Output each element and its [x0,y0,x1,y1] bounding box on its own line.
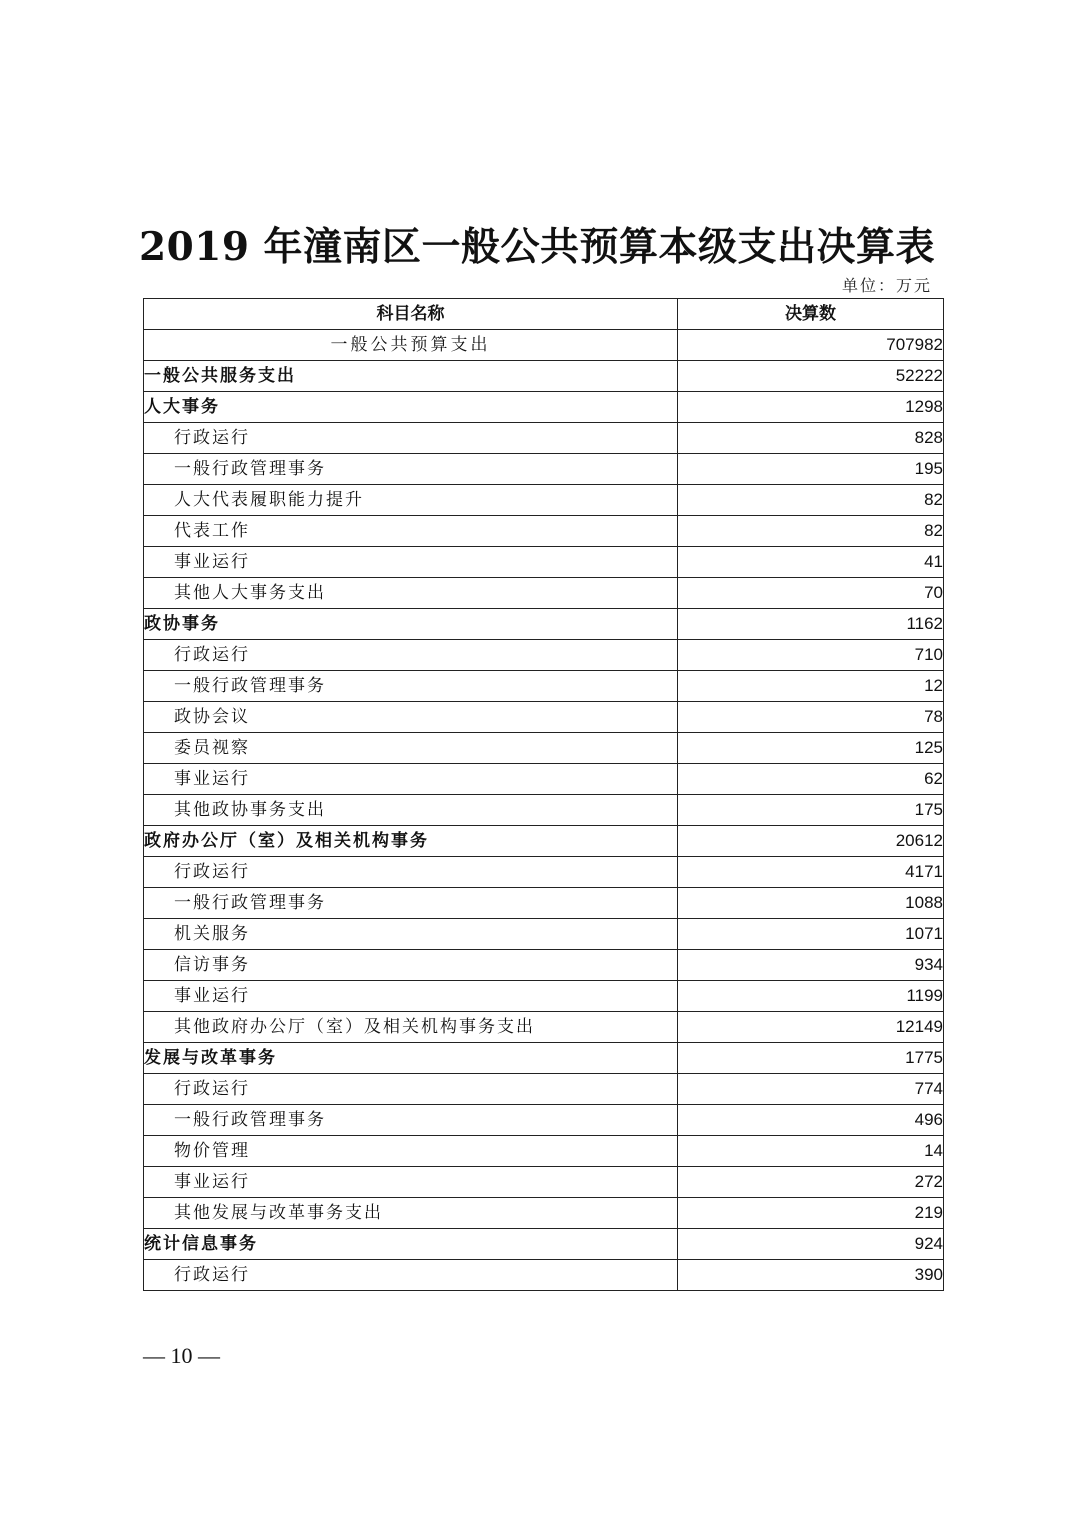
table-row [144,733,944,764]
table-row [144,1012,944,1043]
row-value: 70 [678,578,944,609]
row-value: 62 [678,764,944,795]
row-value: 41 [678,547,944,578]
row-name: 发展与改革事务 [144,1043,678,1074]
row-name: 政协事务 [144,609,678,640]
table-row [144,919,944,950]
row-value: 82 [678,485,944,516]
row-name: 政府办公厅（室）及相关机构事务 [144,826,678,857]
page-number: — 10 — [143,1343,220,1368]
row-value: 82 [678,516,944,547]
table-row [144,826,944,857]
table-row [144,1136,944,1167]
column-header-value: 决算数 [678,299,944,330]
row-name: 政协会议 [144,702,678,733]
row-value: 12149 [678,1012,944,1043]
row-name: 一般行政管理事务 [144,888,678,919]
row-name: 人大代表履职能力提升 [144,485,678,516]
row-value: 710 [678,640,944,671]
row-name: 其他人大事务支出 [144,578,678,609]
row-value: 1162 [678,609,944,640]
table-row [144,950,944,981]
row-name: 行政运行 [144,1074,678,1105]
table-row [144,516,944,547]
table-row [144,1167,944,1198]
table-row [144,795,944,826]
row-value: 4171 [678,857,944,888]
row-name: 委员视察 [144,733,678,764]
table-row [144,640,944,671]
table-row [144,1043,944,1074]
row-name: 事业运行 [144,547,678,578]
row-value: 496 [678,1105,944,1136]
row-name: 信访事务 [144,950,678,981]
row-name: 其他政府办公厅（室）及相关机构事务支出 [144,1012,678,1043]
row-name: 行政运行 [144,1260,678,1291]
row-value: 1071 [678,919,944,950]
row-value: 828 [678,423,944,454]
row-value: 125 [678,733,944,764]
row-value: 1199 [678,981,944,1012]
row-value: 1775 [678,1043,944,1074]
row-value: 924 [678,1229,944,1260]
row-name: 行政运行 [144,423,678,454]
table-header-row [144,299,944,330]
table-row [144,1229,944,1260]
row-name: 事业运行 [144,981,678,1012]
row-name: 统计信息事务 [144,1229,678,1260]
page-title: 2019 年潼南区一般公共预算本级支出决算表 [138,224,936,270]
row-name: 一般行政管理事务 [144,671,678,702]
table-body [144,330,944,1291]
row-value: 272 [678,1167,944,1198]
table-row [144,1105,944,1136]
budget-table [143,298,944,1291]
row-name: 事业运行 [144,764,678,795]
row-value: 12 [678,671,944,702]
table-row [144,981,944,1012]
table-row [144,361,944,392]
table-row [144,1198,944,1229]
row-name: 其他发展与改革事务支出 [144,1198,678,1229]
row-value: 52222 [678,361,944,392]
row-name: 行政运行 [144,857,678,888]
row-value: 1088 [678,888,944,919]
row-value: 390 [678,1260,944,1291]
table-row [144,485,944,516]
row-value: 175 [678,795,944,826]
row-value: 934 [678,950,944,981]
row-value: 219 [678,1198,944,1229]
table-row [144,547,944,578]
table-row [144,1260,944,1291]
row-name: 一般行政管理事务 [144,1105,678,1136]
table-row [144,888,944,919]
table-row [144,609,944,640]
table-row [144,578,944,609]
row-name: 物价管理 [144,1136,678,1167]
row-value: 1298 [678,392,944,423]
row-value: 195 [678,454,944,485]
column-header-name: 科目名称 [144,299,678,330]
table-row [144,764,944,795]
row-name: 事业运行 [144,1167,678,1198]
table-row [144,423,944,454]
table-row [144,454,944,485]
table-row [144,1074,944,1105]
table-row [144,857,944,888]
row-name: 一般行政管理事务 [144,454,678,485]
table-row [144,330,944,361]
row-name: 代表工作 [144,516,678,547]
row-value: 14 [678,1136,944,1167]
row-name: 人大事务 [144,392,678,423]
table-row [144,702,944,733]
row-value: 707982 [678,330,944,361]
row-name: 一般公共服务支出 [144,361,678,392]
table-row [144,671,944,702]
unit-label: 单位：万元 [841,276,932,295]
row-value: 20612 [678,826,944,857]
row-value: 78 [678,702,944,733]
row-value: 774 [678,1074,944,1105]
row-name: 行政运行 [144,640,678,671]
row-name: 其他政协事务支出 [144,795,678,826]
row-name: 一般公共预算支出 [144,330,678,361]
row-name: 机关服务 [144,919,678,950]
table-row [144,392,944,423]
